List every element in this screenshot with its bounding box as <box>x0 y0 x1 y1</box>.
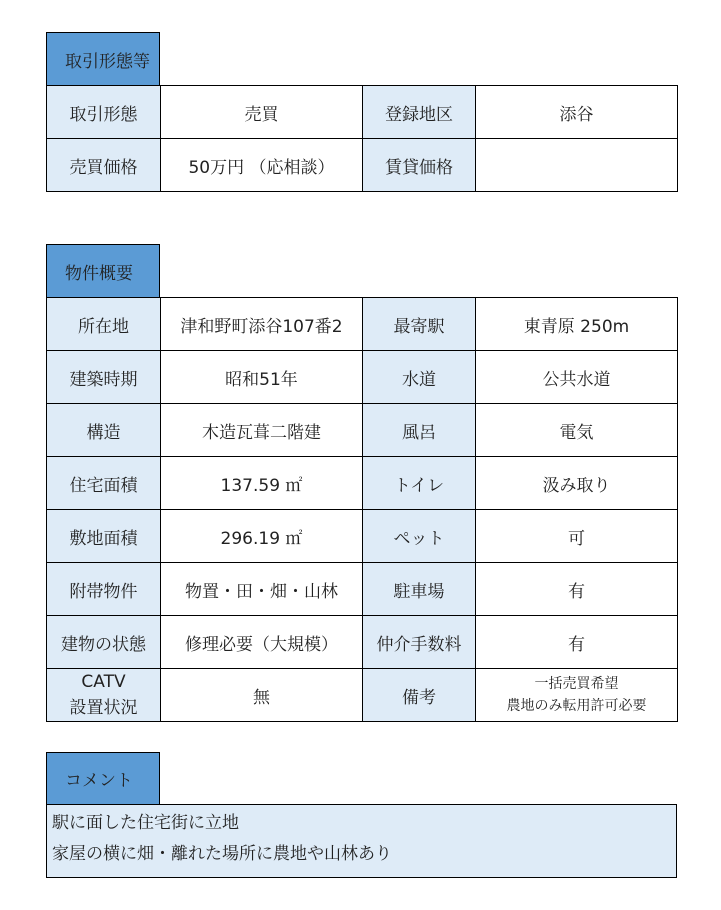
value-rent-price <box>476 139 678 192</box>
transaction-table <box>46 85 678 192</box>
label-transaction-type: 取引形態 <box>47 86 161 139</box>
value-remarks-line2: 農地のみ転用許可必要 <box>506 698 647 714</box>
value-catv: 無 <box>161 669 363 722</box>
comment-line: 家屋の横に畑・離れた場所に農地や山林あり <box>52 844 392 864</box>
table-row <box>47 510 678 563</box>
value-structure: 木造瓦葺二階建 <box>161 404 363 457</box>
table-row <box>47 616 678 669</box>
label-water: 水道 <box>363 351 476 404</box>
value-bath: 電気 <box>476 404 678 457</box>
label-ancillary: 附帯物件 <box>47 563 161 616</box>
label-parking: 駐車場 <box>363 563 476 616</box>
table-row <box>47 457 678 510</box>
value-water: 公共水道 <box>476 351 678 404</box>
table-row <box>47 351 678 404</box>
value-house-area: 137.59 ㎡ <box>161 457 363 510</box>
label-build-date: 建築時期 <box>47 351 161 404</box>
value-registration-area: 添谷 <box>476 86 678 139</box>
label-house-area: 住宅面積 <box>47 457 161 510</box>
value-transaction-type: 売買 <box>161 86 363 139</box>
label-land-area: 敷地面積 <box>47 510 161 563</box>
value-pet: 可 <box>476 510 678 563</box>
label-catv <box>47 669 161 722</box>
value-ancillary: 物置・田・畑・山林 <box>161 563 363 616</box>
value-brokerage-fee: 有 <box>476 616 678 669</box>
label-rent-price: 賃貸価格 <box>363 139 476 192</box>
label-bath: 風呂 <box>363 404 476 457</box>
label-pet: ペット <box>363 510 476 563</box>
table-row <box>47 404 678 457</box>
comment-box <box>46 804 677 878</box>
value-remarks-line1: 一括売買希望 <box>534 676 619 692</box>
table-row <box>47 669 678 722</box>
value-building-condition: 修理必要（大規模） <box>161 616 363 669</box>
label-nearest-station: 最寄駅 <box>363 298 476 351</box>
label-catv-line1: CATV <box>81 672 126 692</box>
value-nearest-station: 東青原 250m <box>476 298 678 351</box>
value-land-area: 296.19 ㎡ <box>161 510 363 563</box>
value-toilet: 汲み取り <box>476 457 678 510</box>
value-sale-price: 50万円 （応相談） <box>161 139 363 192</box>
value-location: 津和野町添谷107番2 <box>161 298 363 351</box>
label-structure: 構造 <box>47 404 161 457</box>
property-table <box>46 297 678 722</box>
comment-line: 駅に面した住宅街に立地 <box>52 813 239 833</box>
section-title-comment: コメント <box>46 752 160 805</box>
label-sale-price: 売買価格 <box>47 139 161 192</box>
section-title-property-overview: 物件概要 <box>46 244 160 298</box>
label-building-condition: 建物の状態 <box>47 616 161 669</box>
table-row <box>47 86 678 139</box>
label-toilet: トイレ <box>363 457 476 510</box>
value-parking: 有 <box>476 563 678 616</box>
table-row <box>47 563 678 616</box>
label-brokerage-fee: 仲介手数料 <box>363 616 476 669</box>
table-row <box>47 139 678 192</box>
label-remarks: 備考 <box>363 669 476 722</box>
section-title-transaction: 取引形態等 <box>46 32 160 86</box>
value-remarks <box>476 669 678 722</box>
label-registration-area: 登録地区 <box>363 86 476 139</box>
value-build-date: 昭和51年 <box>161 351 363 404</box>
table-row <box>47 298 678 351</box>
label-location: 所在地 <box>47 298 161 351</box>
label-catv-line2: 設置状況 <box>69 698 138 718</box>
